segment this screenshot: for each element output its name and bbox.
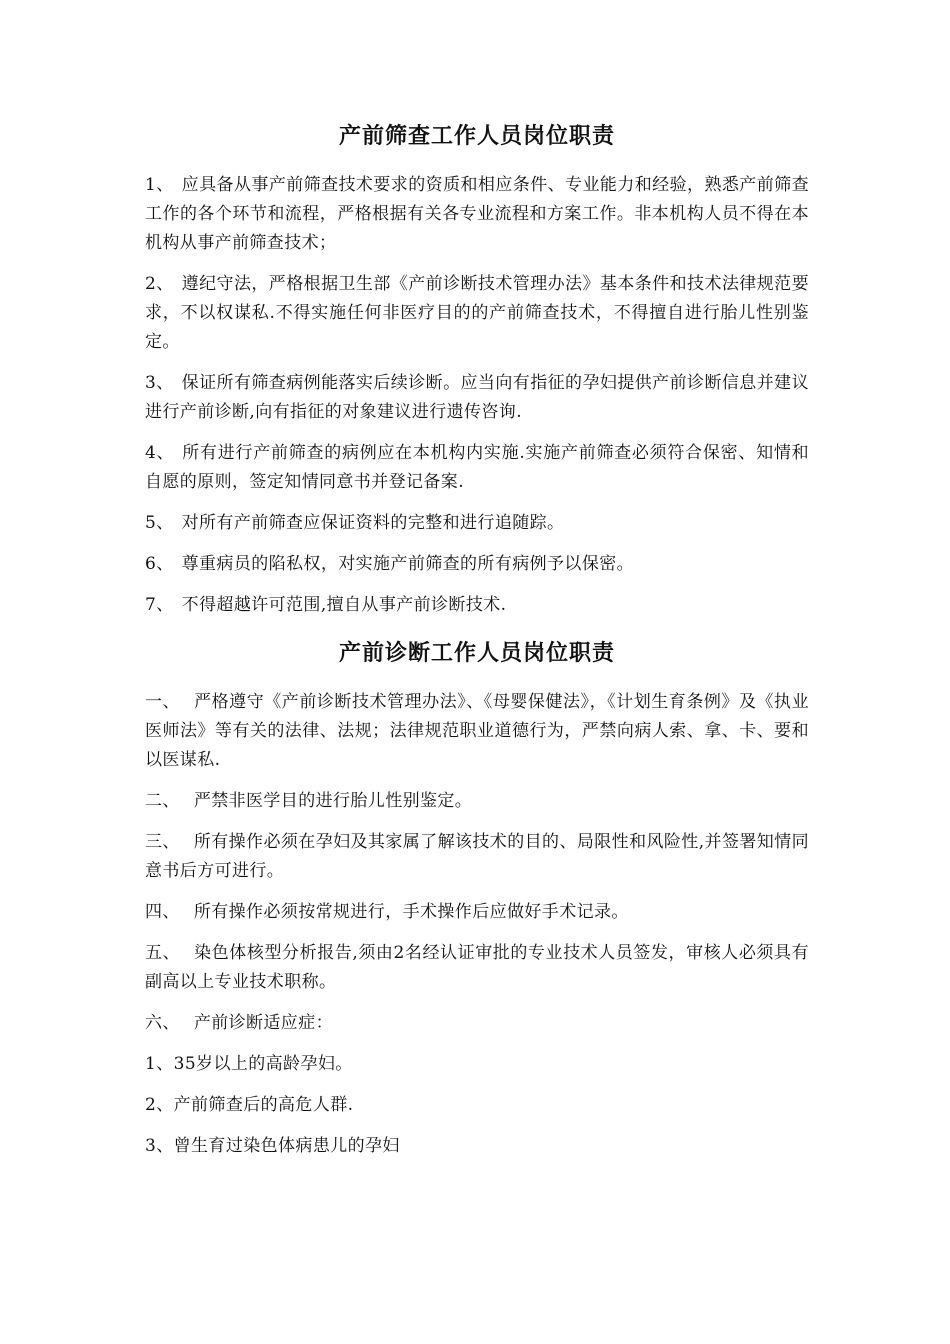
item-text: 所有进行产前筛查的病例应在本机构内实施.实施产前筛查必须符合保密、知情和自愿的原则，签定知情同意书并登记备案.	[145, 443, 809, 492]
item-number: 1、	[145, 175, 174, 195]
section2-item-5	[145, 939, 809, 997]
item-number: 六、	[145, 1013, 180, 1033]
item-number: 四、	[145, 902, 180, 922]
section1-item-3	[145, 369, 809, 427]
section1-title: 产前筛查工作人员岗位职责	[338, 124, 615, 149]
section2-item-2	[145, 787, 809, 816]
section1-item-7	[145, 591, 809, 620]
section2-item-3	[145, 828, 809, 886]
indication-item-2: 2、产前筛查后的高危人群.	[145, 1095, 354, 1115]
item-number: 五、	[145, 943, 181, 963]
item-number: 2、	[145, 274, 174, 294]
indication-item-3: 3、曾生育过染色体病患儿的孕妇	[145, 1136, 400, 1156]
item-number: 4、	[145, 443, 175, 463]
item-text: 对所有产前筛查应保证资料的完整和进行追随踪。	[181, 513, 565, 533]
item-text: 应具备从事产前筛查技术要求的资质和相应条件、专业能力和经验，熟悉产前筛查工作的各个环节和流程，严格根据有关各专业流程和方案工作。非本机构人员不得在本机构从事产前筛查技术；	[145, 175, 809, 253]
item-number: 3、	[145, 373, 174, 393]
section1-list	[145, 171, 809, 620]
item-text: 严禁非医学目的进行胎儿性别鉴定。	[193, 791, 473, 811]
item-text: 产前诊断适应症：	[193, 1013, 334, 1033]
section1-item-6	[145, 550, 809, 579]
item-number: 一、	[145, 692, 181, 712]
item-number: 三、	[145, 832, 180, 852]
section2-item-6	[145, 1009, 809, 1038]
section1-item-1	[145, 171, 809, 258]
section2-item-4	[145, 898, 809, 927]
section2-list	[145, 688, 809, 1161]
item-number: 5、	[145, 513, 174, 533]
section1-item-2	[145, 270, 809, 357]
section2-item-1	[145, 688, 809, 775]
section1-item-4	[145, 439, 809, 497]
indication-item-1: 1、35岁以上的高龄孕妇。	[145, 1054, 353, 1074]
item-number: 6、	[145, 554, 174, 574]
section2-title: 产前诊断工作人员岗位职责	[338, 641, 615, 666]
item-number: 二、	[145, 791, 180, 811]
item-text: 所有操作必须在孕妇及其家属了解该技术的目的、局限性和风险性,并签署知情同意书后方可进行。	[145, 832, 809, 881]
item-text: 所有操作必须按常规进行，手术操作后应做好手术记录。	[193, 902, 629, 922]
item-text: 染色体核型分析报告,须由2名经认证审批的专业技术人员签发，审核人必须具有副高以上专业技术职称。	[145, 943, 809, 992]
document-page	[145, 115, 809, 1173]
item-text: 不得超越许可范围,擅自从事产前诊断技术.	[181, 595, 507, 615]
section1-item-5	[145, 509, 809, 538]
item-number: 7、	[145, 595, 174, 615]
item-text: 保证所有筛查病例能落实后续诊断。应当向有指征的孕妇提供产前诊断信息并建议进行产前诊断,向有指征的对象建议进行遗传咨询.	[145, 373, 809, 422]
item-text: 遵纪守法，严格根据卫生部《产前诊断技术管理办法》基本条件和技术法律规范要求，不以权谋私.不得实施任何非医疗目的的产前筛查技术，不得擅自进行胎儿性别鉴定。	[145, 274, 809, 352]
item-text: 严格遵守《产前诊断技术管理办法》、《母婴保健法》，《计划生育条例》及《执业医师法》等有关的法律、法规；法律规范职业道德行为，严禁向病人索、拿、卡、要和以医谋私.	[145, 692, 809, 770]
item-text: 尊重病员的陷私权，对实施产前筛查的所有病例予以保密。	[181, 554, 635, 574]
